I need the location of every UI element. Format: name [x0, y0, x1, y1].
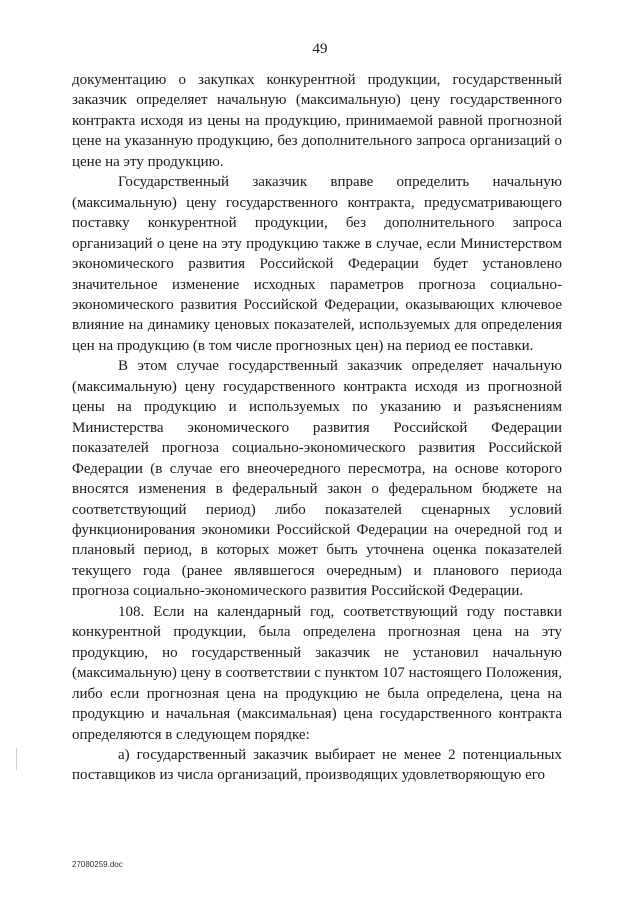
paragraph-in-this-case: В этом случае государственный заказчик определяет начальную (максимальную) цену государственного контракта исходя из прогнозной цены на продукцию и используемых по указанию и разъяснениям Министерства экономического развития Российской Федерации показателей прогноза социально-экономического развития Российской Федерации (в случае его внеочередного пересмотра, на основе которого вносятся изменения в федеральный закон о федеральном бюджете на соответствующий период) либо показателей сценарных условий функционирования экономики Российской Федерации на очередной год и плановый период, в которых может быть уточнена оценка показателей текущего года (ранее являвшегося очередным) и планового периода прогноза социально-экономического развития Российской Федерации. — [72, 358, 562, 600]
paragraph-108: 108. Если на календарный год, соответствующий году поставки конкурентной продукции, была определена прогнозная цена на эту продукцию, но государственный заказчик не установил начальную (максимальную) цену в соответствии с пунктом 107 настоящего Положения, либо если прогнозная цена на продукцию не была определена, цена на продукцию и начальная (максимальная) цена государственного контракта определяются в следующем порядке: — [72, 603, 562, 743]
margin-mark — [16, 748, 17, 770]
paragraph-continuation: документацию о закупках конкурентной продукции, государственный заказчик определяет начальную (максимальную) цену государственного контракта исходя из цены на продукцию, принимаемой равной прогнозной цене на указанную продукцию, без дополнительного запроса организаций о цене на эту продукцию. — [72, 72, 562, 170]
footer-filename: 27080259.doc — [72, 860, 123, 869]
paragraph-right-to-determine: Государственный заказчик вправе определить начальную (максимальную) цену государственного контракта, предусматривающего поставку конкурентной продукции, без дополнительного запроса организаций о цене на эту продукцию также в случае, если Министерством экономического развития Российской Федерации будет установлено значительное изменение исходных параметров прогноза социально-экономического развития Российской Федерации, оказывающих ключевое влияние на динамику ценовых показателей, используемых для определения цен на продукцию (в том числе прогнозных цен) на период ее поставки. — [72, 174, 562, 354]
page-number: 49 — [312, 41, 328, 57]
paragraph-108-item-a: а) государственный заказчик выбирает не менее 2 потенциальных поставщиков из числа организаций, производящих удовлетворяющую его — [72, 746, 562, 784]
document-body — [72, 70, 562, 786]
